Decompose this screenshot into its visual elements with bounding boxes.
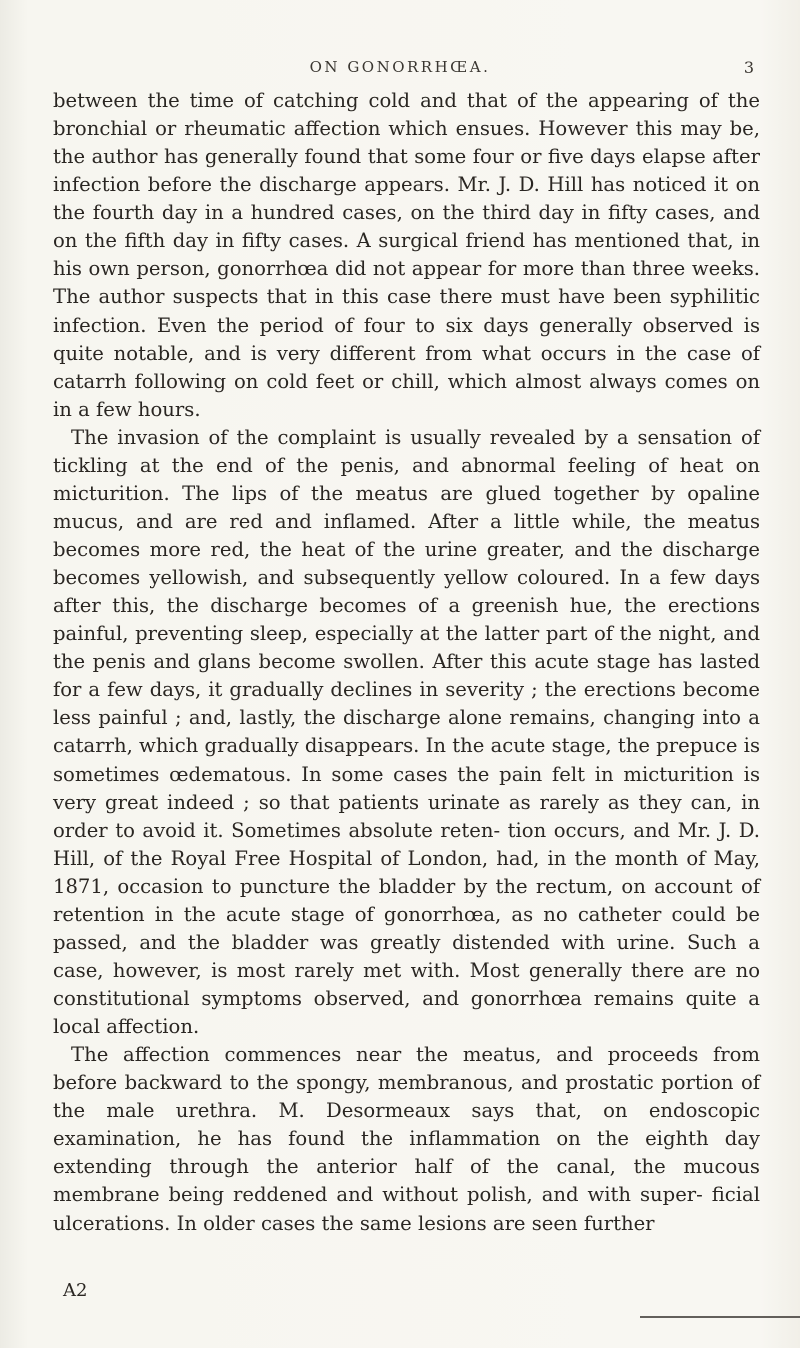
paragraph: The invasion of the complaint is usually revealed by a sensation of tickling at the end of the penis, and abnormal feeling of heat on micturition. The lips of the meatus are glued together by opaline mucus, and are red and inflamed. After a little while, the meatus becomes more red, the heat of the urine greater, and the discharge becomes yellowish, and subsequently yellow coloured. In a few days after this, the discharge becomes of a greenish hue, the erections painful, preventing sleep, especially at the latter part of the night, and the penis and glans become swollen. After this acute stage has lasted for a few days, it gradually declines in severity ; the erections become less painful ; and, lastly, the discharge alone remains, changing into a catarrh, which gradually disappears. In the acute stage, the prepuce is sometimes œdematous. In some cases the pain felt in micturition is very great indeed ; so that patients urinate as rarely as they can, in order to avoid it. Sometimes absolute reten- tion occurs, and Mr. J. D. Hill, of the Royal Free Hospital of London, had, in the month of May, 1871, occasion to puncture the bladder by the rectum, on account of retention in the acute stage of gonorrhœa, as no catheter could be passed, and the bladder was greatly distended with urine. Such a case, however, is most rarely met with. Most generally there are no constitutional symptoms observed, and gonorrhœa remains quite a local affection. — [53, 425, 760, 1039]
paragraph: between the time of catching cold and that of the appearing of the bronchial or rheumatic affection which ensues. However this may be, the author has generally found that some four or five days elapse after infection before the discharge appears. Mr. J. D. Hill has noticed it on the fourth day in a hundred cases, on the third day in fifty cases, and on the fifth day in fifty cases. A surgical friend has mentioned that, in his own person, gonorrhœa did not appear for more than three weeks. The author suspects that in this case there must have been syphilitic infection. Even the period of four to six days generally observed is quite notable, and is very different from what occurs in the case of catarrh following on cold feet or chill, which almost always comes on in a few hours. — [53, 89, 760, 421]
page-header — [0, 58, 800, 82]
page-edge-rule — [640, 1316, 800, 1318]
page-number: 3 — [743, 58, 754, 77]
paragraph: The affection commences near the meatus, and proceeds from before backward to the spongy, membranous, and prostatic portion of the male urethra. M. Desormeaux says that, on endoscopic examination, he has found the inflammation on the eighth day extending through the anterior half of the canal, the mucous membrane being reddened and without polish, and with super- ficial ulcerations. In older cases the same lesions are seen further — [53, 1043, 760, 1235]
signature-mark: A2 — [63, 1280, 88, 1301]
running-head: ON GONORRHŒA. — [309, 58, 491, 76]
body-text — [53, 87, 760, 1238]
